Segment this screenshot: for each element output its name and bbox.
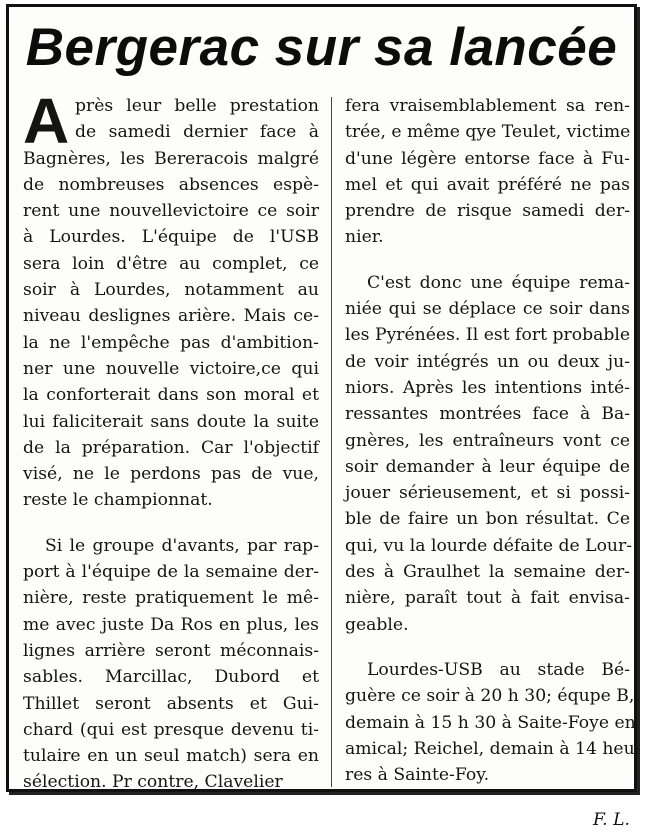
text-line: sables. Marcillac, Dubord et — [23, 667, 319, 688]
paragraph — [23, 85, 319, 514]
text-line: de nombreuses absences espè- — [23, 174, 319, 195]
paragraph-gap — [345, 251, 630, 270]
text-line: C'est donc une équipe rema- — [367, 272, 630, 293]
text-line: chard (qui est presque devenu ti- — [23, 719, 319, 740]
text-line: Si le groupe d'avants, par rap- — [45, 535, 319, 556]
text-line: près leur belle prestation — [75, 96, 319, 116]
text-line: soir à Lourdes, notamment au — [23, 280, 319, 301]
paragraph — [345, 657, 641, 788]
text-line: visé, ne le perdons pas de vue, — [23, 464, 319, 485]
text-line: guère ce soir à 20 h 30; équpe B, — [345, 686, 635, 707]
paragraph-gap — [23, 514, 319, 533]
text-line: nière, reste pratiquement le mê- — [23, 588, 319, 609]
text-line: lui faliciterait sans doute la suite — [23, 411, 319, 432]
text-line: reste le championnat. — [23, 490, 213, 511]
text-line: qui, vu la lourde défaite de Lour- — [345, 535, 633, 556]
text-line: nière, paraît tout à fait envisa- — [345, 588, 630, 609]
text-line: des à Graulhet la semaine der- — [345, 562, 630, 583]
paragraph-gap — [345, 638, 630, 657]
text-line: la conforterait dans son moral et — [23, 385, 319, 406]
text-line: port à l'équipe de la semaine der- — [23, 562, 319, 583]
paragraph — [345, 270, 633, 638]
author-signature: F. L. — [592, 810, 630, 831]
text-line: Lourdes-USB au stade Bé- — [367, 659, 630, 680]
text-line: lignes arrière seront méconnais- — [23, 640, 319, 661]
text-line: gnères, les entraîneurs vont ce — [345, 430, 630, 451]
text-line: ner une nouvelle victoire,ce qui — [23, 358, 319, 379]
newspaper-clipping — [6, 4, 641, 831]
text-line: de voir intégrés un ou deux ju- — [345, 351, 630, 372]
text-line: me avec juste Da Ros en plus, les — [23, 614, 319, 635]
paragraph-gap — [345, 788, 630, 807]
text-line: soir demander à leur équipe de — [345, 456, 630, 477]
text-line: demain à 15 h 30 à Saite-Foye en — [345, 712, 636, 733]
text-line: fera vraisemblablement sa ren- — [345, 96, 630, 116]
text-line: ble de faire un bon résultat. Ce — [345, 509, 630, 530]
text-line: niors. Après les intentions inté- — [345, 377, 630, 398]
column-left — [23, 85, 319, 796]
paragraph — [345, 93, 630, 251]
column-right — [345, 93, 641, 834]
text-line: nier. — [345, 227, 384, 248]
text-line: Thillet seront absents et Gui- — [23, 693, 319, 714]
text-line: geable. — [345, 614, 409, 635]
text-line: de la préparation. Car l'objectif — [23, 437, 319, 458]
text-line: amical; Reichel, demain à 14 heu- — [345, 738, 641, 759]
text-line: niveau deslignes arière. Mais ce- — [23, 306, 319, 327]
text-line: prendre de risque samedi der- — [345, 201, 630, 222]
text-line: jouer sérieusement, et si possi- — [345, 483, 630, 504]
text-line: de samedi dernier face à — [75, 122, 319, 143]
text-line: ressantes montrées face à Ba- — [345, 404, 630, 425]
text-line: Bagnères, les Bereracois malgré — [23, 148, 319, 169]
text-line: à Lourdes. L'équipe de l'USB — [23, 227, 319, 248]
text-line: niée qui se déplace ce soir dans — [345, 299, 630, 320]
text-line: sera loin d'être au complet, ce — [23, 253, 319, 274]
column-divider — [331, 97, 332, 787]
paragraph — [23, 533, 319, 796]
text-line: tulaire en un seul match) sera en — [23, 746, 319, 767]
text-line: res à Sainte-Foy. — [345, 765, 490, 786]
text-line: d'une légère entorse face à Fu- — [345, 148, 630, 169]
text-line: mel et qui avait préféré ne pas — [345, 174, 630, 195]
text-line: les Pyrénées. Il est fort probable — [345, 325, 630, 346]
text-line: sélection. Pr contre, Clavelier — [23, 772, 283, 793]
drop-cap: A — [23, 85, 70, 157]
text-line: rent une nouvellevictoire ce soir — [23, 201, 319, 222]
text-line: trée, e même qye Teulet, victime — [345, 122, 631, 143]
text-line: la ne l'empêche pas d'ambition- — [23, 332, 319, 353]
headline: Bergerac sur sa lancée — [25, 18, 618, 77]
